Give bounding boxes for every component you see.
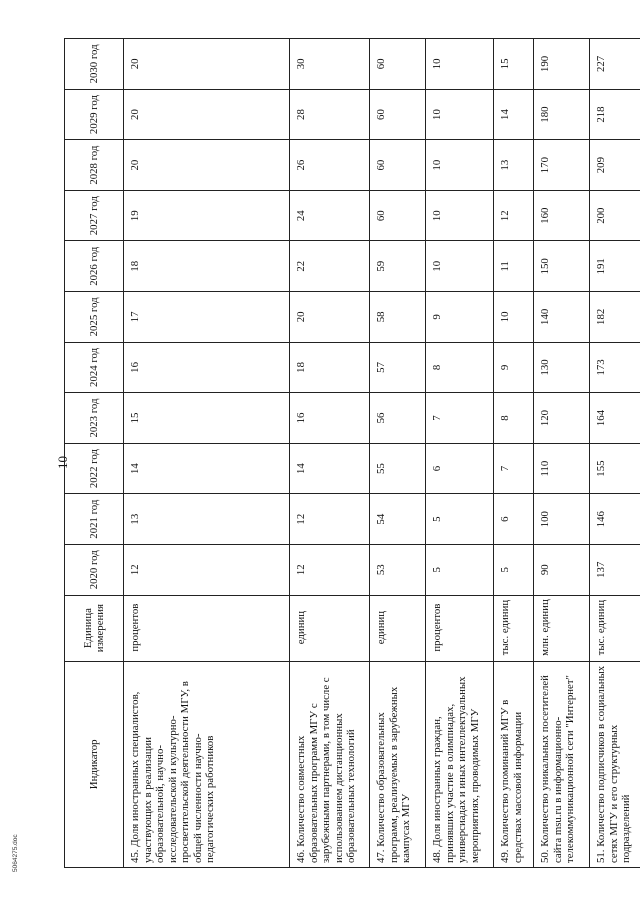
- header-year: 2027 год: [65, 190, 124, 241]
- value-cell: 10: [426, 140, 494, 191]
- value-cell: 57: [370, 342, 426, 393]
- value-cell: 14: [494, 89, 534, 140]
- indicator-cell: 47. Количество образовательных программ, реализуемых в зарубежных кампусах МГУ: [370, 661, 426, 867]
- page-number: 10: [55, 456, 70, 469]
- value-cell: 16: [124, 342, 290, 393]
- value-cell: 20: [290, 292, 370, 343]
- table-row: [590, 39, 640, 868]
- value-cell: 15: [494, 39, 534, 90]
- value-cell: 59: [370, 241, 426, 292]
- unit-cell: тыс. единиц: [590, 595, 640, 661]
- table-row: [290, 39, 370, 868]
- value-cell: 5: [426, 544, 494, 595]
- value-cell: 200: [590, 190, 640, 241]
- value-cell: 100: [534, 494, 590, 545]
- value-cell: 19: [124, 190, 290, 241]
- value-cell: 110: [534, 443, 590, 494]
- value-cell: 13: [494, 140, 534, 191]
- value-cell: 227: [590, 39, 640, 90]
- value-cell: 191: [590, 241, 640, 292]
- value-cell: 14: [290, 443, 370, 494]
- value-cell: 155: [590, 443, 640, 494]
- table-row: [494, 39, 534, 868]
- value-cell: 218: [590, 89, 640, 140]
- indicator-cell: 49. Количество упоминаний МГУ в средствах массовой информации: [494, 661, 534, 867]
- header-indicator: Индикатор: [65, 661, 124, 867]
- value-cell: 7: [494, 443, 534, 494]
- value-cell: 5: [494, 544, 534, 595]
- table-row: [370, 39, 426, 868]
- header-year: 2021 год: [65, 494, 124, 545]
- value-cell: 10: [426, 89, 494, 140]
- indicator-cell: 51. Количество подписчиков в социальных сетях МГУ и его структурных подразделений: [590, 661, 640, 867]
- value-cell: 11: [494, 241, 534, 292]
- value-cell: 10: [426, 190, 494, 241]
- header-year: 2030 год: [65, 39, 124, 90]
- value-cell: 12: [290, 544, 370, 595]
- value-cell: 10: [426, 39, 494, 90]
- indicator-cell: 46. Количество совместных образовательных программ МГУ с зарубежными партнерами, в том числе с использованием дистанционных образовательных технологий: [290, 661, 370, 867]
- value-cell: 12: [494, 190, 534, 241]
- indicator-cell: 48. Доля иностранных граждан, принявших участие в олимпиадах, универсиадах и иных интеллектуальных мероприятиях, проводимых МГУ: [426, 661, 494, 867]
- value-cell: 17: [124, 292, 290, 343]
- value-cell: 140: [534, 292, 590, 343]
- header-unit: Единица измерения: [65, 595, 124, 661]
- header-year: 2026 год: [65, 241, 124, 292]
- indicator-table-container: [64, 38, 632, 868]
- value-cell: 5: [426, 494, 494, 545]
- value-cell: 26: [290, 140, 370, 191]
- value-cell: 60: [370, 89, 426, 140]
- indicator-table: [64, 38, 640, 868]
- table-header-row: [65, 39, 124, 868]
- value-cell: 18: [124, 241, 290, 292]
- value-cell: 137: [590, 544, 640, 595]
- header-year: 2028 год: [65, 140, 124, 191]
- value-cell: 58: [370, 292, 426, 343]
- value-cell: 7: [426, 393, 494, 444]
- unit-cell: тыс. единиц: [494, 595, 534, 661]
- value-cell: 12: [290, 494, 370, 545]
- value-cell: 173: [590, 342, 640, 393]
- unit-cell: процентов: [124, 595, 290, 661]
- value-cell: 22: [290, 241, 370, 292]
- table-row: [534, 39, 590, 868]
- value-cell: 30: [290, 39, 370, 90]
- value-cell: 190: [534, 39, 590, 90]
- table-row: [426, 39, 494, 868]
- value-cell: 90: [534, 544, 590, 595]
- value-cell: 16: [290, 393, 370, 444]
- value-cell: 160: [534, 190, 590, 241]
- value-cell: 9: [494, 342, 534, 393]
- value-cell: 10: [494, 292, 534, 343]
- value-cell: 56: [370, 393, 426, 444]
- value-cell: 180: [534, 89, 590, 140]
- value-cell: 120: [534, 393, 590, 444]
- value-cell: 150: [534, 241, 590, 292]
- value-cell: 170: [534, 140, 590, 191]
- value-cell: 164: [590, 393, 640, 444]
- value-cell: 146: [590, 494, 640, 545]
- value-cell: 20: [124, 89, 290, 140]
- value-cell: 60: [370, 39, 426, 90]
- value-cell: 55: [370, 443, 426, 494]
- unit-cell: млн. единиц: [534, 595, 590, 661]
- indicator-cell: 50. Количество уникальных посетителей сайта msu.ru в информационно-телекоммуникационной сети "Интернет": [534, 661, 590, 867]
- value-cell: 18: [290, 342, 370, 393]
- header-year: 2029 год: [65, 89, 124, 140]
- value-cell: 53: [370, 544, 426, 595]
- unit-cell: процентов: [426, 595, 494, 661]
- value-cell: 6: [494, 494, 534, 545]
- value-cell: 130: [534, 342, 590, 393]
- indicator-cell: 45. Доля иностранных специалистов, участвующих в реализации образовательной, научно-исследовательской и культурно-просветительской деятельности МГУ, в общей численности научно-педагогических работников: [124, 661, 290, 867]
- header-year: 2023 год: [65, 393, 124, 444]
- value-cell: 8: [494, 393, 534, 444]
- value-cell: 9: [426, 292, 494, 343]
- value-cell: 8: [426, 342, 494, 393]
- header-year: 2020 год: [65, 544, 124, 595]
- table-row: [124, 39, 290, 868]
- value-cell: 15: [124, 393, 290, 444]
- value-cell: 60: [370, 140, 426, 191]
- value-cell: 20: [124, 39, 290, 90]
- value-cell: 12: [124, 544, 290, 595]
- header-year: 2025 год: [65, 292, 124, 343]
- value-cell: 28: [290, 89, 370, 140]
- value-cell: 20: [124, 140, 290, 191]
- unit-cell: единиц: [290, 595, 370, 661]
- value-cell: 24: [290, 190, 370, 241]
- value-cell: 182: [590, 292, 640, 343]
- document-code: 5064275.doc: [12, 834, 19, 872]
- value-cell: 6: [426, 443, 494, 494]
- value-cell: 14: [124, 443, 290, 494]
- unit-cell: единиц: [370, 595, 426, 661]
- value-cell: 209: [590, 140, 640, 191]
- value-cell: 60: [370, 190, 426, 241]
- header-year: 2022 год: [65, 443, 124, 494]
- value-cell: 10: [426, 241, 494, 292]
- value-cell: 13: [124, 494, 290, 545]
- value-cell: 54: [370, 494, 426, 545]
- header-year: 2024 год: [65, 342, 124, 393]
